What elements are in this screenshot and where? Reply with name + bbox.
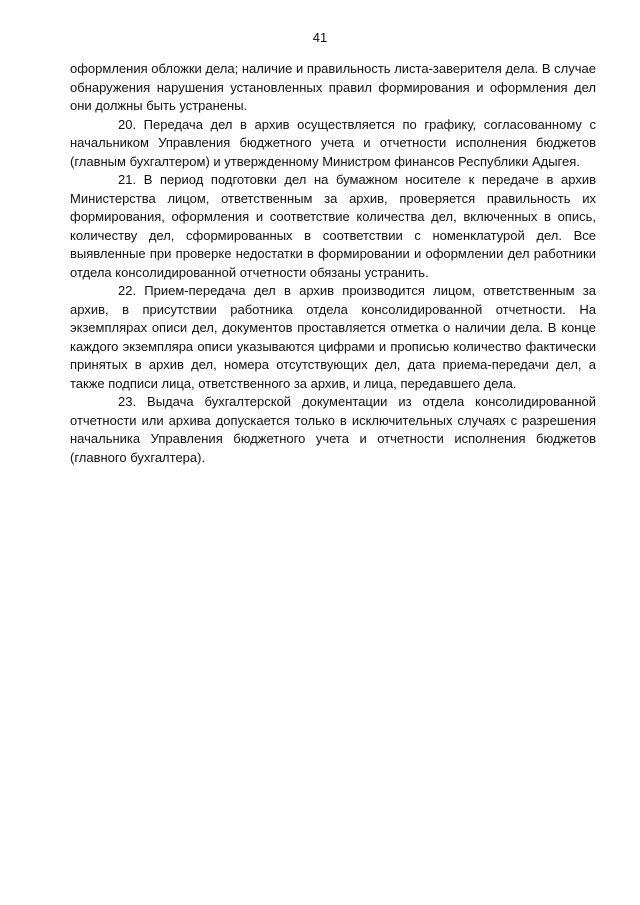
document-body (70, 60, 596, 467)
paragraph-22: 22. Прием-передача дел в архив производится лицом, ответственным за архив, в присутствии работника отдела консолидированной отчетности. На экземплярах описи дел, документов проставляется отметка о наличии дела. В конце каждого экземпляра описи указываются цифрами и прописью количество фактически принятых в архив дел, номера отсутствующих дел, дата приема-передачи дел, а также подписи лица, ответственного за архив, и лица, передавшего дела. (70, 283, 596, 391)
paragraph-20: 20. Передача дел в архив осуществляется по графику, согласованному с начальником Управления бюджетного учета и отчетности исполнения бюджетов (главным бухгалтером) и утвержденному Министром финансов Республики Адыгея. (70, 116, 596, 169)
page-number: 41 (312, 30, 328, 45)
paragraph-continuation: оформления обложки дела; наличие и правильность листа-заверителя дела. В случае обнаружения нарушения установленных правил формирования и оформления дел они должны быть устранены. (70, 61, 596, 113)
paragraph-21: 21. В период подготовки дел на бумажном носителе к передаче в архив Министерства лицом, ответственным за архив, проверяется правильность их формирования, оформления и соответствие количества дел, включенных в опись, количеству дел, сформированных в соответствии с номенклатурой дел. Все выявленные при проверке недостатки в формировании и оформлении дел работники отдела консолидированной отчетности обязаны устранить. (70, 172, 596, 280)
paragraph-23: 23. Выдача бухгалтерской документации из отдела консолидированной отчетности или архива допускается только в исключительных случаях с разрешения начальника Управления бюджетного учета и отчетности исполнения бюджетов (главного бухгалтера). (70, 394, 596, 465)
